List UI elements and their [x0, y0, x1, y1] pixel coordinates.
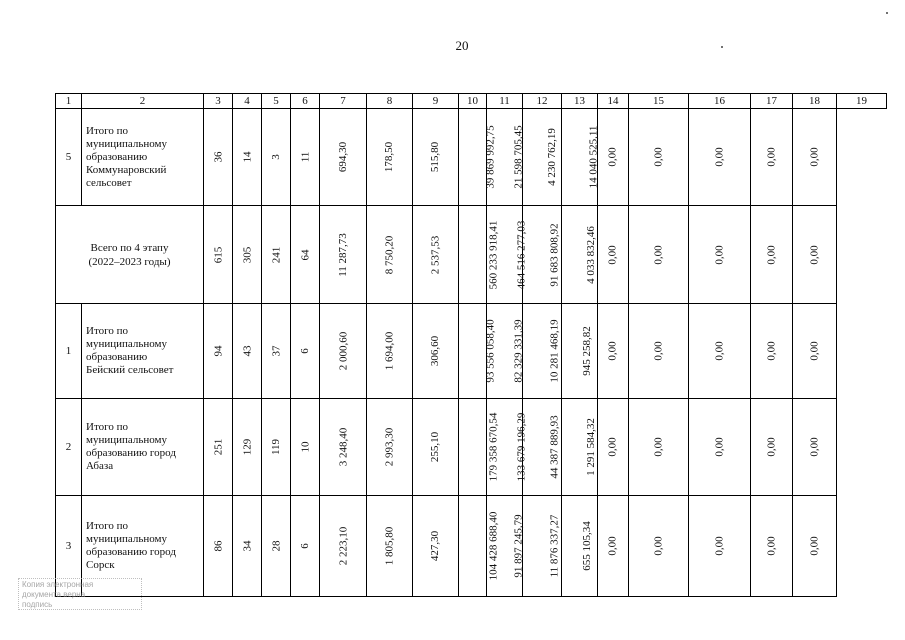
value-text: 11 287,73: [337, 232, 349, 277]
value-cell-col-4: [233, 496, 262, 597]
value-text: 179 358 670,54: [487, 412, 500, 482]
value-text: 945 258,82: [580, 326, 593, 376]
column-header-5: 5: [262, 94, 291, 109]
value-text: 0,00: [607, 244, 619, 265]
municipality-name-cell: [82, 399, 204, 496]
name-line: образованию город: [86, 447, 176, 459]
value-cell-col-13: [562, 399, 598, 496]
value-text: 34: [241, 540, 253, 552]
name-line: Всего по 4 этапу: [90, 241, 169, 254]
value-cell-col-17: [751, 304, 793, 399]
name-line: Итого по: [86, 325, 128, 337]
value-text: 0,00: [713, 244, 726, 265]
value-text: 0,00: [808, 341, 821, 361]
value-cell-col-3: [204, 496, 233, 597]
column-header-11: 11: [487, 94, 523, 109]
column-header-18: 18: [793, 94, 837, 109]
value-text: 1 291 584,32: [584, 418, 597, 476]
value-text: 0,00: [607, 341, 619, 361]
value-text: 64: [299, 249, 311, 260]
value-text: 94: [212, 345, 224, 357]
value-cell-col-6: [291, 206, 320, 304]
value-text: 129: [241, 438, 253, 456]
value-text: 251: [212, 438, 224, 456]
certification-stamp: [18, 578, 142, 610]
name-line: муниципальному: [86, 137, 168, 150]
value-text: 82 329 331,39: [512, 319, 525, 383]
value-text: 8 750,20: [383, 235, 396, 274]
value-cell-col-8: [367, 109, 413, 206]
column-header-4: 4: [233, 94, 262, 109]
value-text: 2 000,60: [337, 331, 349, 371]
value-cell-col-6: [291, 109, 320, 206]
value-text: 0,00: [652, 536, 665, 556]
value-cell-col-10: [459, 206, 500, 304]
value-cell-col-5: [262, 399, 291, 496]
value-cell-col-17: [751, 109, 793, 206]
name-line: Итого по: [86, 520, 128, 532]
value-text: 36: [212, 151, 224, 163]
value-text: 305: [241, 246, 253, 263]
value-cell-col-17: [751, 496, 793, 597]
value-text: 178,50: [383, 141, 396, 173]
name-line: сельсовет: [86, 176, 132, 189]
value-cell-col-3: [204, 109, 233, 206]
value-cell-col-10: [459, 109, 497, 206]
value-text: 0,00: [808, 536, 821, 556]
value-text: 255,10: [429, 431, 442, 463]
value-text: 241: [270, 246, 282, 263]
name-line: муниципальному: [86, 434, 168, 446]
value-text: 44 387 889,93: [548, 415, 561, 479]
value-cell-col-17: [751, 399, 793, 496]
value-cell-col-18: [793, 399, 837, 496]
value-text: 0,00: [765, 536, 778, 556]
value-text: 0,00: [607, 147, 619, 167]
value-cell-col-18: [793, 496, 837, 597]
municipality-name-cell: [82, 304, 204, 399]
value-cell-col-7: [320, 496, 367, 597]
value-cell-col-13: [562, 496, 598, 597]
table-row: [56, 496, 887, 597]
column-header-3: 3: [204, 94, 233, 109]
value-cell-col-8: [367, 206, 413, 304]
value-text: 6: [299, 348, 311, 354]
value-text: 133 679 196,29: [515, 412, 528, 482]
page-number: 20: [455, 38, 469, 53]
column-header-7: 7: [320, 94, 367, 109]
table-row-total: [56, 206, 887, 304]
value-text: 10: [299, 441, 311, 453]
value-text: 615: [212, 246, 224, 263]
value-text: 0,00: [652, 147, 665, 167]
value-cell-col-18: [793, 304, 837, 399]
value-cell-col-15: [629, 206, 689, 304]
name-line: Коммунаровский: [86, 163, 167, 176]
column-header-12: 12: [523, 94, 562, 109]
value-cell-col-4: [233, 206, 262, 304]
value-text: 2 537,53: [429, 235, 442, 274]
table-row: [56, 304, 887, 399]
column-header-13: 13: [562, 94, 598, 109]
stamp-line: Копия электронная: [22, 580, 94, 589]
value-text: 560 233 918,41: [487, 220, 500, 289]
value-text: 0,00: [652, 244, 665, 265]
value-text: 655 105,34: [580, 521, 593, 571]
value-text: 91 897 245,79: [512, 514, 525, 578]
value-text: 694,30: [337, 141, 349, 173]
value-text: 0,00: [765, 244, 778, 265]
value-cell-col-9: [413, 206, 459, 304]
column-header-17: 17: [751, 94, 793, 109]
header-row: [56, 94, 887, 109]
value-cell-col-8: [367, 496, 413, 597]
value-cell-col-14: [598, 109, 629, 206]
value-cell-col-12: [523, 399, 562, 496]
name-line: Итого по: [86, 421, 128, 433]
value-text: 6: [299, 543, 311, 549]
value-text: 464 516 277,03: [515, 220, 528, 289]
value-cell-col-7: [320, 399, 367, 496]
value-text: 2 223,10: [337, 526, 349, 566]
stamp-line: подпись: [22, 600, 53, 609]
row-number-cell: 2: [56, 399, 82, 496]
value-cell-col-3: [204, 304, 233, 399]
name-line: (2022–2023 годы): [88, 255, 171, 268]
value-cell-col-12: [523, 304, 562, 399]
value-cell-col-13: [562, 109, 598, 206]
total-label-cell: [56, 206, 204, 304]
value-cell-col-4: [233, 399, 262, 496]
value-cell-col-16: [689, 399, 751, 496]
name-line: Бейский сельсовет: [86, 364, 174, 376]
value-cell-col-15: [629, 399, 689, 496]
value-text: 0,00: [713, 147, 726, 167]
column-header-1: 1: [56, 94, 82, 109]
value-text: 0,00: [607, 536, 619, 556]
value-text: 515,80: [429, 141, 442, 173]
value-text: 0,00: [713, 341, 726, 361]
value-cell-col-9: [413, 304, 459, 399]
value-cell-col-13: [562, 206, 598, 304]
value-text: 43: [241, 345, 253, 357]
value-text: 93 556 058,40: [484, 319, 497, 383]
value-text: 0,00: [808, 244, 821, 265]
value-text: 3 248,40: [337, 427, 349, 467]
value-text: 37: [270, 345, 282, 357]
value-text: 39 869 992,75: [484, 125, 497, 189]
value-text: 4 033 832,46: [584, 225, 597, 284]
value-cell-col-7: [320, 109, 367, 206]
value-text: 119: [270, 438, 282, 456]
value-cell-col-10: [459, 496, 500, 597]
value-cell-col-12: [523, 109, 562, 206]
column-header-6: 6: [291, 94, 320, 109]
table-row: [56, 109, 887, 206]
value-cell-col-14: [598, 304, 629, 399]
value-text: 104 428 688,40: [487, 511, 500, 581]
municipality-name-cell: [82, 109, 204, 206]
value-cell-col-15: [629, 496, 689, 597]
column-header-16: 16: [689, 94, 751, 109]
value-cell-col-3: [204, 206, 233, 304]
scan-speck: [721, 46, 723, 48]
value-cell-col-10: [459, 399, 500, 496]
value-cell-col-8: [367, 304, 413, 399]
value-cell-col-5: [262, 304, 291, 399]
value-text: 0,00: [713, 536, 726, 556]
value-text: 306,60: [429, 335, 442, 367]
value-text: 14: [241, 151, 253, 163]
value-cell-col-6: [291, 304, 320, 399]
value-cell-col-3: [204, 399, 233, 496]
data-table: [55, 93, 887, 597]
value-text: 3: [270, 154, 282, 160]
scan-speck: [886, 12, 888, 14]
column-header-2: 2: [82, 94, 204, 109]
stamp-line: документа верна: [22, 590, 86, 599]
value-text: 11: [299, 151, 311, 163]
name-line: образованию: [86, 351, 148, 363]
value-cell-col-15: [629, 109, 689, 206]
value-text: 2 993,30: [383, 427, 396, 467]
value-text: 0,00: [713, 437, 726, 457]
value-cell-col-7: [320, 304, 367, 399]
value-text: 10 281 468,19: [548, 319, 561, 383]
value-cell-col-6: [291, 399, 320, 496]
value-cell-col-4: [233, 304, 262, 399]
value-cell-col-5: [262, 496, 291, 597]
row-number-cell: 5: [56, 109, 82, 206]
value-cell-col-17: [751, 206, 793, 304]
value-text: 0,00: [607, 437, 619, 457]
value-text: 11 876 337,27: [548, 514, 561, 578]
name-line: Итого по: [86, 124, 128, 137]
column-header-14: 14: [598, 94, 629, 109]
value-cell-col-12: [523, 496, 562, 597]
value-text: 28: [270, 540, 282, 552]
value-text: 0,00: [652, 341, 665, 361]
value-cell-col-13: [562, 304, 598, 399]
value-text: 0,00: [765, 147, 778, 167]
value-text: 0,00: [808, 437, 821, 457]
value-text: 427,30: [429, 530, 442, 562]
row-number-cell: 1: [56, 304, 82, 399]
value-cell-col-18: [793, 206, 837, 304]
value-text: 0,00: [652, 437, 665, 457]
value-cell-col-5: [262, 206, 291, 304]
name-line: Абаза: [86, 460, 114, 472]
column-header-15: 15: [629, 94, 689, 109]
value-cell-col-16: [689, 496, 751, 597]
value-text: 4 230 762,19: [545, 128, 558, 186]
value-cell-col-9: [413, 399, 459, 496]
name-line: муниципальному: [86, 338, 168, 350]
value-cell-col-15: [629, 304, 689, 399]
value-text: 1 694,00: [383, 331, 396, 371]
name-line: Сорск: [86, 559, 115, 571]
value-cell-col-5: [262, 109, 291, 206]
row-number-cell: 3: [56, 496, 82, 597]
value-text: 21 598 705,45: [512, 125, 525, 189]
value-cell-col-4: [233, 109, 262, 206]
value-cell-col-16: [689, 206, 751, 304]
value-cell-col-7: [320, 206, 367, 304]
name-line: образованию: [86, 150, 148, 163]
column-header-9: 9: [413, 94, 459, 109]
value-cell-col-16: [689, 109, 751, 206]
value-cell-col-14: [598, 496, 629, 597]
value-cell-col-14: [598, 206, 629, 304]
value-text: 86: [212, 540, 224, 552]
value-cell-col-6: [291, 496, 320, 597]
column-header-19: 19: [837, 94, 887, 109]
value-cell-col-8: [367, 399, 413, 496]
table-row: [56, 399, 887, 496]
value-cell-col-10: [459, 304, 497, 399]
value-cell-col-16: [689, 304, 751, 399]
value-text: 0,00: [765, 341, 778, 361]
value-cell-col-14: [598, 399, 629, 496]
value-cell-col-9: [413, 109, 459, 206]
value-text: 0,00: [765, 437, 778, 457]
column-header-10: 10: [459, 94, 487, 109]
value-cell-col-9: [413, 496, 459, 597]
value-text: 0,00: [808, 147, 821, 167]
column-header-8: 8: [367, 94, 413, 109]
value-cell-col-12: [523, 206, 562, 304]
value-text: 14 040 525,11: [587, 125, 600, 189]
value-text: 91 683 808,92: [548, 222, 561, 287]
value-cell-col-18: [793, 109, 837, 206]
name-line: муниципальному: [86, 533, 168, 545]
name-line: образованию город: [86, 546, 176, 558]
value-text: 1 805,80: [383, 526, 396, 566]
